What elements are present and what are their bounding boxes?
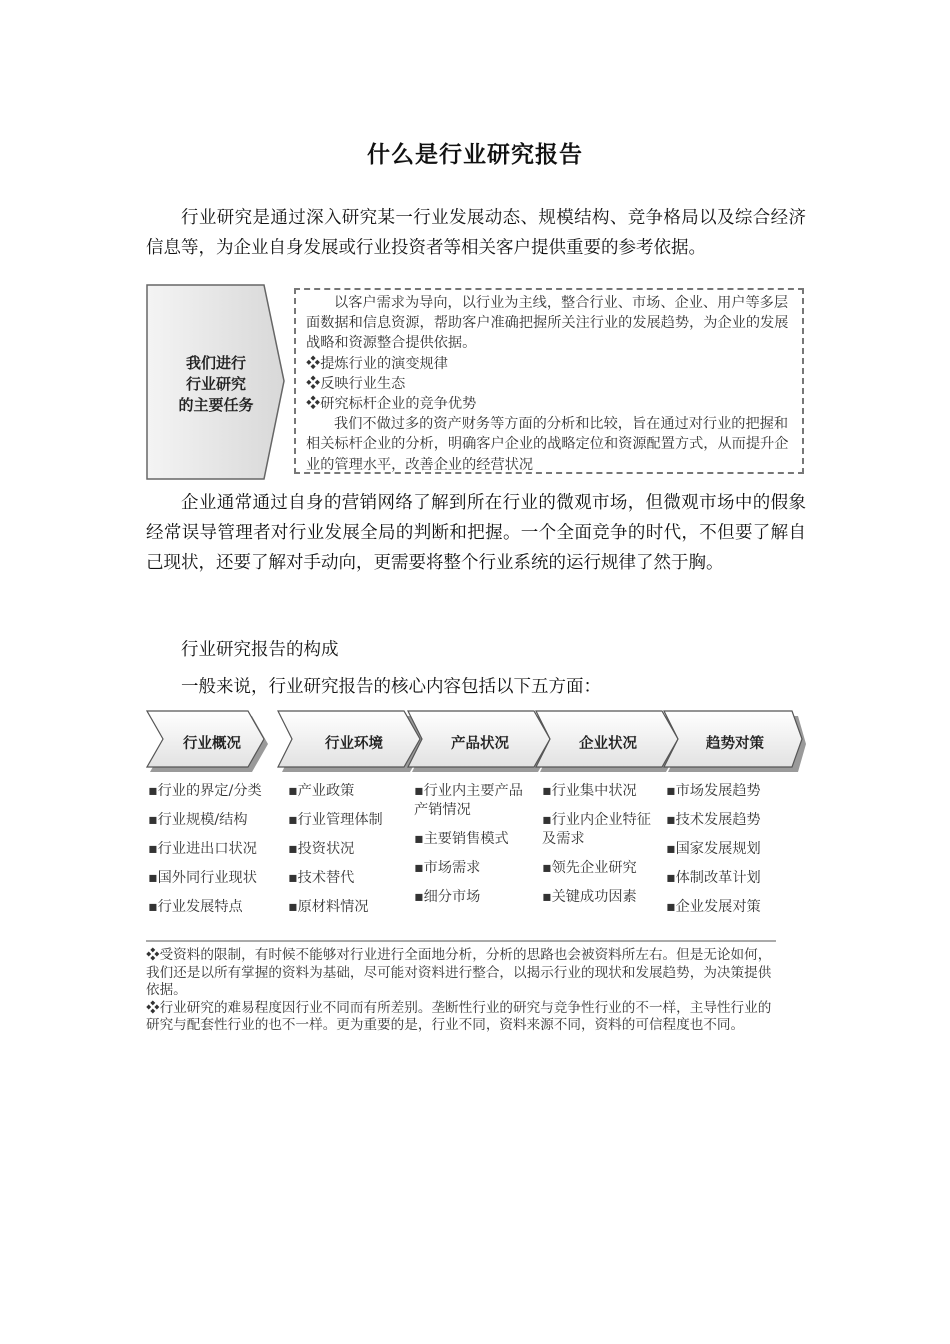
list-item: ▪行业管理体制 [288, 812, 383, 828]
list-item: ▪细分市场 [414, 889, 481, 905]
list-item: ▪国外同行业现状 [148, 870, 257, 886]
intro-paragraph: 行业研究是通过深入研究某一行业发展动态、规模结构、竞争格局以及综合经济信息等，为企业自身发展或行业投资者等相关客户提供重要的参考依据。 [146, 208, 806, 258]
column-industry-overview [148, 782, 284, 927]
page-title: 什么是行业研究报告 [367, 142, 583, 168]
research-tasks-figure [146, 283, 810, 481]
list-item: ▪技术发展趋势 [666, 812, 761, 828]
list-item: ▪行业集中状况 [542, 783, 637, 799]
report-composition-figure [146, 708, 810, 1068]
tasks-intro: 以客户需求为导向，以行业为主线，整合行业、市场、企业、用户等多层面数据和信息资源，帮助客户准确把握所关注行业的发展趋势，为企业的发展战略和资源整合提供依据。 [306, 295, 789, 352]
list-item: ▪产业政策 [288, 783, 355, 799]
header-product-status: 产品状况 [451, 736, 509, 752]
header-trend-strategy: 趋势对策 [706, 736, 764, 752]
tasks-description-box [294, 288, 804, 474]
tasks-label-line: 行业研究 [185, 375, 246, 393]
list-item: ▪投资状况 [288, 841, 355, 857]
column-enterprise-status [542, 782, 654, 917]
note-item: ❖行业研究的难易程度因行业不同而有所差别。垄断性行业的研究与竞争性行业的不一样，主导性行业的研究与配套性行业的也不一样。更为重要的是，行业不同，资料来源不同，资料的可信程度也不同。 [146, 999, 772, 1033]
list-item: ▪行业发展特点 [148, 899, 243, 915]
figure-notes [146, 940, 776, 1035]
list-item: ▪企业发展对策 [666, 899, 761, 915]
list-item: ▪行业内主要产品产销情况 [414, 783, 523, 818]
list-item: ▪行业的界定/分类 [148, 783, 262, 799]
list-item: ▪技术替代 [288, 870, 355, 886]
list-item: ▪行业规模/结构 [148, 812, 248, 828]
tasks-label-line: 我们进行 [185, 354, 246, 372]
tasks-bullet: ❖反映行业生态 [306, 375, 406, 392]
note-item: ❖受资料的限制，有时候不能够对行业进行全面地分析，分析的思路也会被资料所左右。但是无论如何，我们还是以所有掌握的资料为基础，尽可能对资料进行整合，以揭示行业的现状和发展趋势，为决策提供依据。 [146, 947, 772, 998]
tasks-bullet: ❖研究标杆企业的竞争优势 [306, 396, 477, 413]
header-industry-environment: 行业环境 [325, 736, 383, 752]
list-item: ▪体制改革计划 [666, 870, 761, 886]
column-trend-strategy [666, 782, 806, 927]
composition-intro: 一般来说，行业研究报告的核心内容包括以下五方面： [181, 677, 601, 697]
composition-heading: 行业研究报告的构成 [181, 640, 339, 660]
list-item: ▪原材料情况 [288, 899, 369, 915]
column-product-status [414, 782, 526, 917]
list-item: ▪行业进出口状况 [148, 841, 257, 857]
list-item: ▪行业内企业特征及需求 [542, 812, 651, 847]
list-item: ▪市场需求 [414, 860, 481, 876]
list-item: ▪国家发展规划 [666, 841, 761, 857]
tasks-label [156, 353, 276, 416]
list-item: ▪关键成功因素 [542, 889, 637, 905]
tasks-bullet: ❖提炼行业的演变规律 [306, 355, 448, 372]
column-industry-environment [288, 782, 410, 927]
list-item: ▪主要销售模式 [414, 831, 509, 847]
header-enterprise-status: 企业状况 [579, 736, 637, 752]
tasks-closing: 我们不做过多的资产财务等方面的分析和比较，旨在通过对行业的把握和相关标杆企业的分析，明确客户企业的战略定位和资源配置方式，从而提升企业的管理水平，改善企业的经营状况 [306, 416, 789, 473]
list-item: ▪领先企业研究 [542, 860, 637, 876]
market-paragraph: 企业通常通过自身的营销网络了解到所在行业的微观市场，但微观市场中的假象经常误导管理者对行业发展全局的判断和把握。一个全面竞争的时代，不但要了解自己现状，还要了解对手动向，更需要将整个行业系统的运行规律了然于胸。 [146, 493, 806, 573]
list-item: ▪市场发展趋势 [666, 783, 761, 799]
tasks-label-line: 的主要任务 [178, 396, 254, 414]
header-industry-overview: 行业概况 [183, 736, 241, 752]
